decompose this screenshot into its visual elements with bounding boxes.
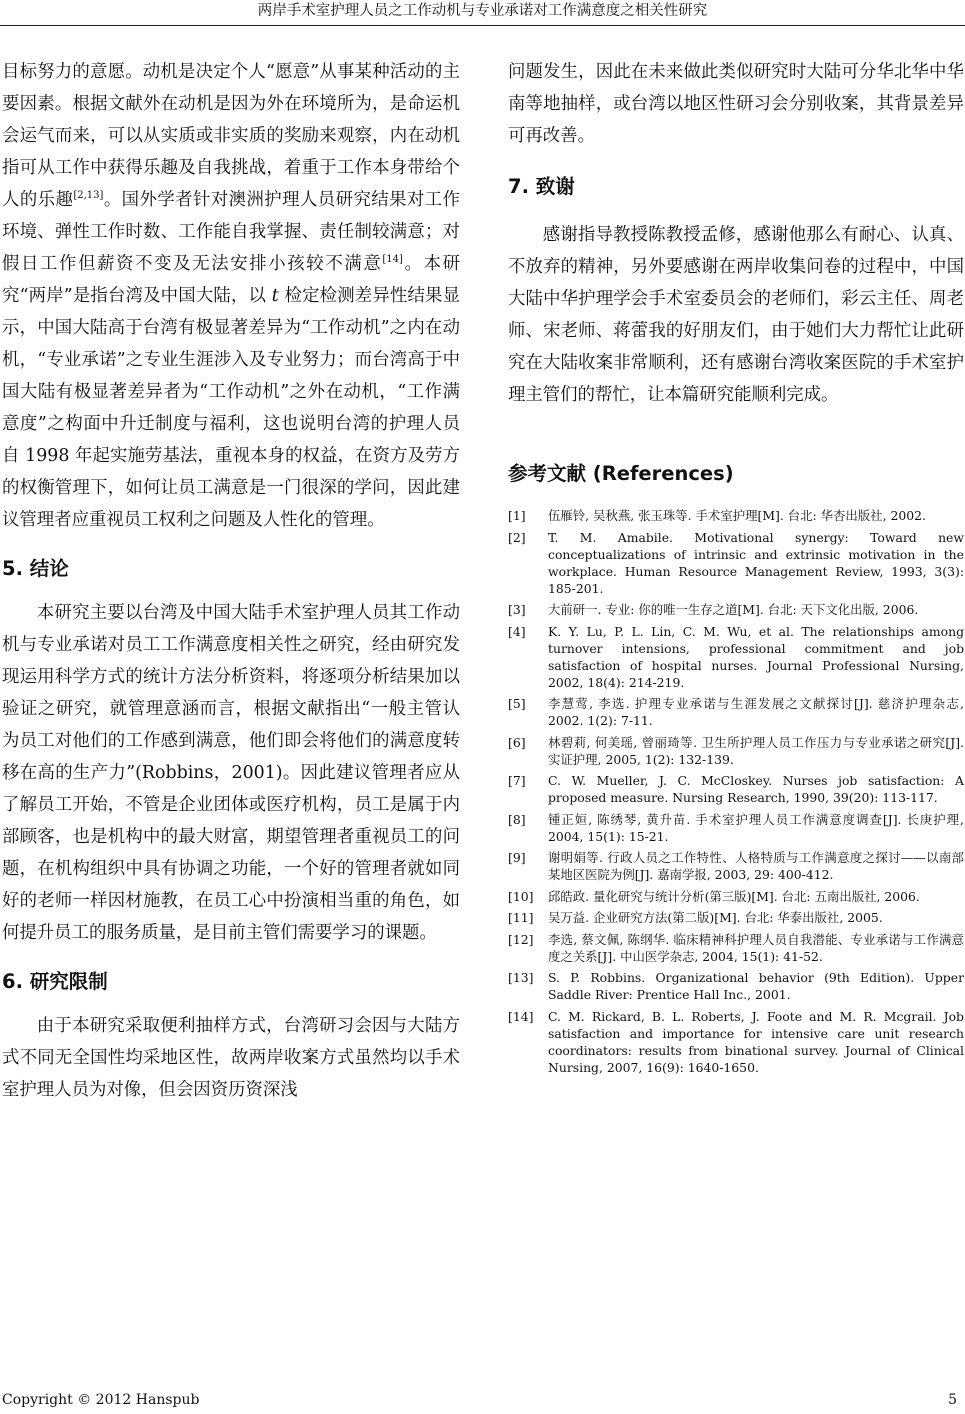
t-symbol: t (271, 286, 279, 306)
section-5-heading: 5. 结论 (2, 557, 69, 580)
running-title: 两岸手术室护理人员之工作动机与专业承诺对工作满意度之相关性研究 (257, 3, 708, 19)
reference-item (508, 772, 964, 806)
reference-text: 大前研一. 专业: 你的唯一生存之道[M]. 台北: 天下文化出版, 2006. (548, 602, 919, 617)
reference-number: [12] (508, 931, 534, 947)
reference-item (508, 888, 964, 905)
reference-number: [14] (508, 1008, 534, 1024)
copyright-notice: Copyright © 2012 Hanspub (2, 1392, 200, 1408)
reference-number: [10] (508, 888, 534, 904)
reference-number: [6] (508, 734, 526, 750)
reference-text: 林碧莉, 何美瑶, 曾丽琦等. 卫生所护理人员工作压力与专业承诺之研究[J]. 实证护理, 2005, 1(2): 132-139. (548, 734, 964, 767)
reference-number: [7] (508, 773, 526, 788)
reference-item (508, 529, 964, 597)
reference-text: 邱皓政. 量化研究与统计分析(第三版)[M]. 台北: 五南出版社, 2006. (548, 888, 920, 904)
reference-item (508, 601, 964, 618)
section-5-paragraph: 本研究主要以台湾及中国大陆手术室护理人员其工作动机与专业承诺对员工工作满意度相关性之研究，经由研究发现运用科学方式的统计方法分析资料，将逐项分析结果加以验证之研究，就管理意涵而言，根据文献指出“一般主管认为员工对他们的工作感到满意，他们即会将他们的满意度转移在高的生产力”(Robbins，2001)。因此建议管理者应从了解员工开始，不管是企业团体或医疗机构，员工是属于内部顾客，也是机构中的最大财富，期望管理者重视员工的问题，在机构组织中具有协调之功能，一个好的管理者就如同好的老师一样因材施教，在员工心中扮演相当重的角色，如何提升员工的服务质量，是目前主管们需要学习的课题。 (2, 603, 460, 943)
reference-number: [2] (508, 529, 526, 545)
reference-number: [9] (508, 850, 526, 865)
left-column (2, 56, 460, 1106)
reference-number: [13] (508, 970, 534, 985)
right-column (508, 56, 964, 1080)
reference-text: C. M. Rickard, B. L. Roberts, J. Foote and M. R. Mcgrail. Job satisfaction and importance for intensive care unit research coordinators: results from binational survey. Journal of Clinical Nursing, 2007, 16(9): 1640-1650. (548, 1008, 964, 1075)
running-header (0, 0, 965, 26)
reference-text: 伍雁铃, 吴秋燕, 张玉珠等. 手术室护理[M]. 台北: 华杏出版社, 2002. (548, 508, 926, 523)
section-6-paragraph-end: 问题发生，因此在未来做此类似研究时大陆可分华北华中华南等地抽样，或台湾以地区性研习会分别收案，其背景差异可再改善。 (508, 62, 964, 146)
reference-number: [5] (508, 696, 526, 711)
reference-item (508, 695, 964, 729)
reference-number: [8] (508, 811, 526, 827)
reference-text: C. W. Mueller, J. C. McCloskey. Nurses job satisfaction: A proposed measure. Nursing Research, 1990, 39(20): 113-117. (548, 773, 964, 805)
reference-item (508, 931, 964, 965)
reference-text: 李选, 蔡文佩, 陈纲华. 临床精神科护理人员自我潜能、专业承诺与工作满意度之关系[J]. 中山医学杂志, 2004, 15(1): 41-52. (548, 931, 964, 964)
page-number: 5 (948, 1392, 957, 1408)
citation: [2,13] (73, 190, 104, 202)
reference-text: 吴万益. 企业研究方法(第二版)[M]. 台北: 华泰出版社, 2005. (548, 910, 883, 925)
reference-text: K. Y. Lu, P. L. Lin, C. M. Wu, et al. The relationships among turnover intensions, professional commitment and job satisfaction of hospital nurses. Journal Professional Nursing, 2002, 18(4): 214-219. (548, 623, 964, 690)
reference-item (508, 507, 964, 524)
reference-text: 李慧莺, 李选. 护理专业承诺与生涯发展之文献探讨[J]. 慈济护理杂志, 2002. 1(2): 7-11. (548, 696, 964, 728)
reference-item (508, 909, 964, 926)
reference-text: S. P. Robbins. Organizational behavior (9th Edition). Upper Saddle River: Prentice Hall Inc., 2001. (548, 970, 964, 1002)
reference-text: 锺正姮, 陈绣琴, 黄升苗. 手术室护理人员工作满意度调查[J]. 长庚护理, 2004, 15(1): 15-21. (548, 811, 964, 844)
references-heading: 参考文献 (References) (508, 462, 734, 485)
acknowledgement-paragraph: 感谢指导教授陈教授孟修，感谢他那么有耐心、认真、不放弃的精神，另外要感谢在两岸收集问卷的过程中，中国大陆中华护理学会手术室委员会的老师们，彩云主任、周老师、宋老师、蒋蕾我的好朋友们，由于她们大力帮忙让此研究在大陆收案非常顺利，还有感谢台湾收案医院的手术室护理主管们的帮忙，让本篇研究能顺利完成。 (508, 225, 964, 405)
reference-number: [4] (508, 623, 526, 639)
reference-item (508, 1008, 964, 1076)
section-7-heading: 7. 致谢 (508, 175, 575, 198)
discussion-paragraph: 目标努力的意愿。动机是决定个人“愿意”从事某种活动的主要因素。根据文献外在动机是因为外在环境所为，是命运机会运气而来，可以从实质或非实质的奖励来观察，内在动机指可从工作中获得乐趣及自我挑战，着重于工作本身带给个人的乐趣[2,13]。国外学者针对澳洲护理人员研究结果对工作环境、弹性工作时数、工作能自我掌握、责任制较满意；对假日工作但薪资不变及无法安排小孩较不满意[14]。本研究“两岸”是指台湾及中国大陆，以 t 检定检测差异性结果显示，中国大陆高于台湾有极显著差异为“工作动机”之内在动机，“专业承诺”之专业生涯涉入及专业努力；而台湾高于中国大陆有极显著差异者为“工作动机”之外在动机，“工作满意度”之构面中升迁制度与福利，这也说明台湾的护理人员自 1998 年起实施劳基法，重视本身的权益，在资方及劳方的权衡管理下，如何让员工满意是一门很深的学问，因此建议管理者应重视员工权利之问题及人性化的管理。 (2, 62, 461, 530)
reference-number: [3] (508, 602, 526, 617)
reference-text: T. M. Amabile. Motivational synergy: Toward new conceptualizations of intrinsic and extrinsic motivation in the workplace. Human Resource Management Review, 1993, 3(3): 185-201. (548, 529, 964, 596)
reference-number: [1] (508, 508, 526, 523)
reference-number: [11] (508, 910, 534, 925)
reference-item (508, 811, 964, 845)
citation: [14] (382, 254, 403, 266)
page-footer (2, 1390, 957, 1410)
reference-item (508, 623, 964, 691)
reference-item (508, 734, 964, 768)
reference-item (508, 969, 964, 1003)
reference-list (508, 507, 964, 1076)
section-6-heading: 6. 研究限制 (2, 970, 108, 993)
reference-text: 谢明娟等. 行政人员之工作特性、人格特质与工作满意度之探讨——以南部某地区医院为例[J]. 嘉南学报, 2003, 29: 400-412. (548, 850, 964, 882)
section-6-paragraph-start: 由于本研究采取便利抽样方式，台湾研习会因与大陆方式不同无全国性均采地区性，故两岸收案方式虽然均以手术室护理人员为对像，但会因资历资深浅 (2, 1016, 460, 1100)
reference-item (508, 849, 964, 883)
